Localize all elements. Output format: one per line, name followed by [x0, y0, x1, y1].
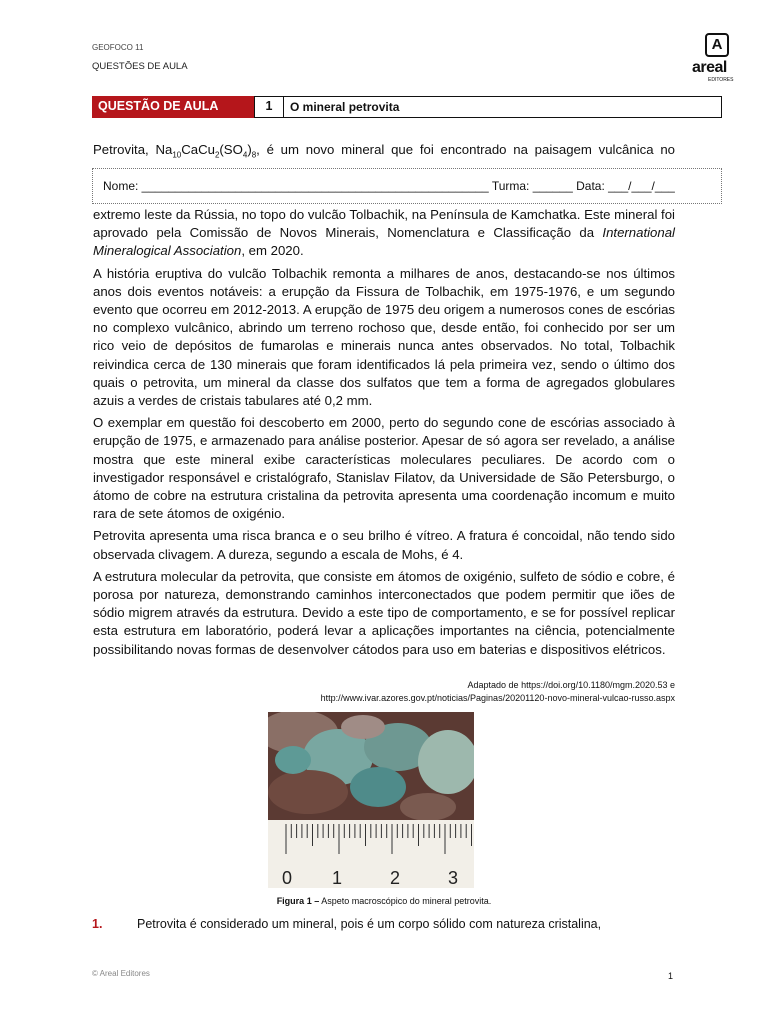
petrovita-photo — [268, 712, 474, 888]
page-number: 1 — [668, 971, 674, 981]
series-label: GEOFOCO 11 — [92, 43, 144, 52]
question-number: 1 — [254, 96, 284, 118]
section-label: QUESTÕES DE AULA — [92, 61, 188, 72]
ruler-label-2: 2 — [390, 868, 401, 888]
paragraph-1: extremo leste da Rússia, no topo do vulcão Tolbachik, na Península de Kamchatka. Este mineral foi aprovado pela Comissão de Novos Minerais, Nomenclatura e Classificação da International Mineralogical Association, em 2020. — [93, 207, 675, 259]
question-bar — [92, 96, 722, 118]
copyright: © Areal Editores — [92, 969, 150, 978]
paragraph-5: A estrutura molecular da petrovita, que consiste em átomos de oxigénio, sulfeto de sódio e cobre, é porosa por natureza, demonstrando caminhos interconectados que podem permitir que iões de sódio migrem através da estrutura. Devido a este tipo de comportamento, e se for possível replicar esta estrutura em laboratório, poderá levar a aplicações importantes na ciência, potencialmente possibilitando novas formas de desenvolver cátodos para uso em baterias e dispositivos elétricos. — [93, 568, 675, 657]
logo-publisher: EDITORES — [708, 77, 734, 83]
question-1-number: 1. — [92, 917, 103, 931]
question-1 — [92, 917, 602, 931]
ruler-label-0: 0 — [282, 868, 293, 888]
logo-word: areal — [692, 59, 727, 76]
question-title: O mineral petrovita — [283, 96, 722, 118]
areal-logo-icon: A — [705, 33, 729, 57]
article-body — [93, 206, 675, 663]
ruler-label-1: 1 — [332, 868, 343, 888]
intro-line: Petrovita, $Na_{10}CaCu_2(SO_4)_8$, é um novo mineral que foi encontrado na paisagem vulcânica no — [93, 142, 676, 160]
source-line-1: Adaptado de https://doi.org/10.1180/mgm.2020.53 e — [467, 680, 675, 690]
mineral-image — [268, 712, 474, 888]
source-citation — [175, 679, 675, 705]
paragraph-4: Petrovita apresenta uma risca branca e o seu brilho é vítreo. A fratura é concoidal, não tendo sido observada clivagem. A dureza, segundo a escala de Mohs, é 4. — [93, 528, 675, 562]
ruler-label-3: 3 — [448, 868, 459, 888]
question-label: QUESTÃO DE AULA — [92, 96, 254, 118]
paragraph-2: A história eruptiva do vulcão Tolbachik remonta a milhares de anos, destacando-se nos últimos anos dois eventos notáveis: a erupção da Fissura de Tolbachik, em 1975-1976, e um segundo evento que ocorreu em 2012-2013. A erupção de 1975 deu origem a numerosos cones de escórias no complexo vulcânico, abrindo um terreno rochoso que, desde então, foi conhecido por ser um rico veio de depósitos de fumarolas e minerais nunca antes observados. No total, Tolbachik reivindica cerca de 130 minerais que foram identificados lá pela primeira vez, sendo o último dos quais o petrovita, um mineral da classe dos sulfatos que tem a forma de agregados globulares azuis a verdes de cristais tabulares até 0,2 mm. — [93, 265, 675, 409]
question-1-text: Petrovita é considerado um mineral, pois é um corpo sólido com natureza cristalina, — [137, 917, 602, 931]
source-line-2: http://www.ivar.azores.gov.pt/noticias/Paginas/20201120-novo-mineral-vulcao-russo.aspx — [320, 693, 675, 703]
student-info-box[interactable]: Nome: ____________________________________________________ Turma: ______ Data: ___/___/___ — [92, 168, 722, 204]
figure-caption: Figura 1 – Aspeto macroscópico do mineral petrovita. — [276, 896, 492, 906]
areal-logo — [688, 33, 748, 85]
paragraph-3: O exemplar em questão foi descoberto em 2000, perto do segundo cone de escórias associado à erupção de 1975, e armazenado para análise posterior. Apesar de só agora ser revelado, a análise mostra que este mineral exibe características moleculares peculiares. De acordo com o investigador responsável e cristalógrafo, Stanislav Filatov, da Universidade de São Petersburgo, o átomo de cobre na estrutura cristalina da petrovita apresenta uma coordenação incomum e muito rara de sete átomos de oxigénio. — [93, 415, 675, 522]
